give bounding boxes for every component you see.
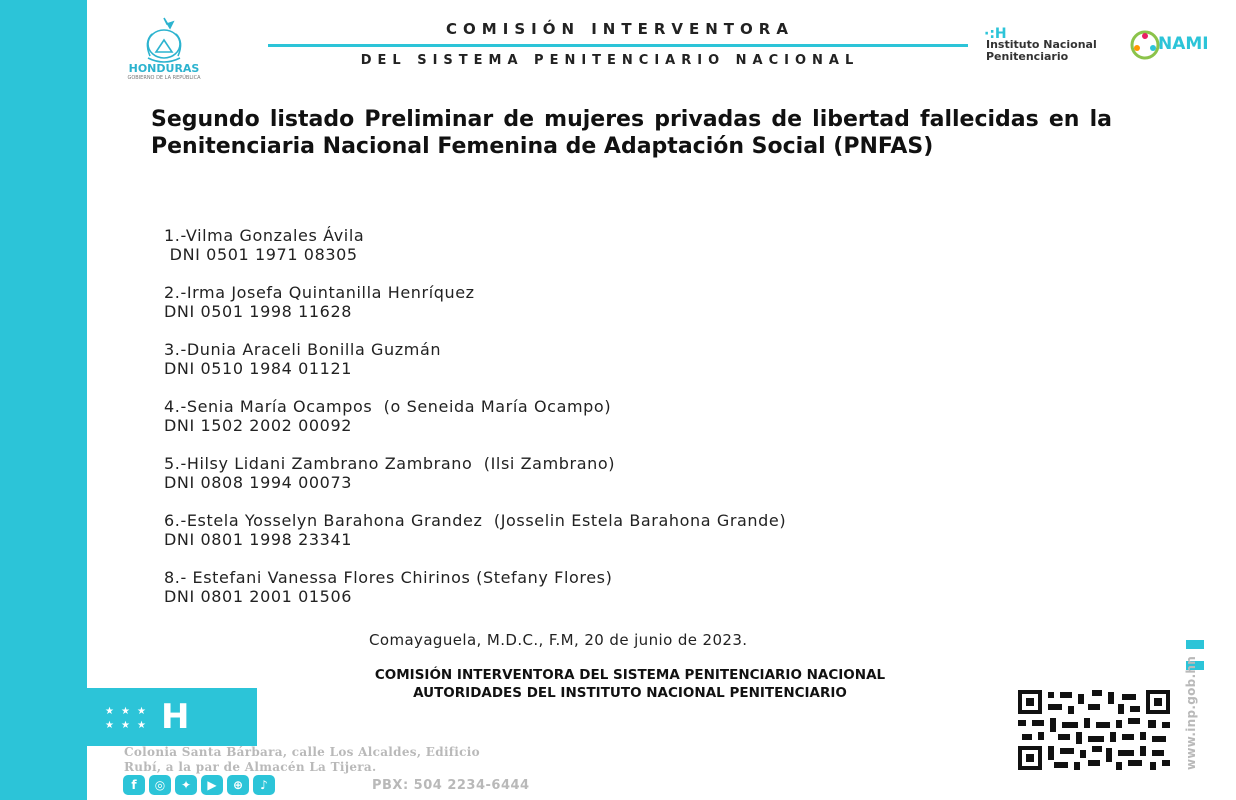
nami-emblem-icon xyxy=(1128,28,1162,62)
facebook-icon[interactable]: f xyxy=(123,775,145,795)
tiktok-icon[interactable]: ♪ xyxy=(253,775,275,795)
stars-icon xyxy=(103,704,153,732)
header-divider xyxy=(268,44,968,47)
entry-dni: DNI 0510 1984 01121 xyxy=(164,359,353,378)
list-item xyxy=(164,511,1064,568)
svg-text:★: ★ xyxy=(105,706,114,717)
signature-line-1: COMISIÓN INTERVENTORA DEL SISTEMA PENITENCIARIO NACIONAL xyxy=(374,667,886,683)
entry-name: 6.-Estela Yosselyn Barahona Grandez (Josselin Estela Barahona Grande) xyxy=(164,511,787,530)
list-item xyxy=(164,397,1064,454)
entry-dni: DNI 0801 2001 01506 xyxy=(164,587,353,606)
square-1 xyxy=(1186,640,1204,649)
inp-h-icon: ·:H xyxy=(984,26,1007,42)
header-line-1: COMISIÓN INTERVENTORA xyxy=(446,20,794,38)
signature-line-2: AUTORIDADES DEL INSTITUTO NACIONAL PENITENCIARIO xyxy=(413,685,847,701)
brand-h-mark: H xyxy=(161,697,190,737)
document-title: Segundo listado Preliminar de mujeres privadas de libertad fallecidas en la Penitenciaria Nacional Femenina de Adaptación Social (PNFAS) xyxy=(151,107,1112,159)
qr-code-icon[interactable] xyxy=(1018,690,1170,770)
nami-logo xyxy=(1128,26,1230,66)
entry-dni: DNI 0801 1998 23341 xyxy=(164,530,353,549)
entry-dni: DNI 0501 1998 11628 xyxy=(164,302,353,321)
deceased-list xyxy=(164,226,1064,625)
list-item xyxy=(164,226,1064,283)
svg-text:★: ★ xyxy=(121,706,130,717)
place-and-date: Comayaguela, M.D.C., F.M, 20 de junio de 2023. xyxy=(369,631,748,649)
youtube-icon[interactable]: ▶ xyxy=(201,775,223,795)
inp-logo-text xyxy=(986,39,1097,63)
nami-logo-text: NAMI xyxy=(1158,34,1209,54)
web-icon[interactable]: ⊕ xyxy=(227,775,249,795)
entry-name: 2.-Irma Josefa Quintanilla Henríquez xyxy=(164,283,475,302)
website-url[interactable]: www.inp.gob.hn xyxy=(1184,655,1198,770)
twitter-icon[interactable]: ✦ xyxy=(175,775,197,795)
address-line-2: Rubí, a la par de Almacén La Tijera. xyxy=(124,760,377,774)
footer-address xyxy=(124,745,480,775)
header-line-2: DEL SISTEMA PENITENCIARIO NACIONAL xyxy=(360,53,860,68)
left-accent-bar xyxy=(0,0,87,800)
entry-name: 3.-Dunia Araceli Bonilla Guzmán xyxy=(164,340,442,359)
svg-text:★: ★ xyxy=(137,706,146,717)
pbx-phone: PBX: 504 2234-6444 xyxy=(372,778,530,793)
honduras-logo-sublabel: GOBIERNO DE LA REPÚBLICA xyxy=(127,75,201,81)
instagram-icon[interactable]: ◎ xyxy=(149,775,171,795)
inp-logo xyxy=(984,26,1124,66)
list-item xyxy=(164,340,1064,397)
entry-name: 8.- Estefani Vanessa Flores Chirinos (Stefany Flores) xyxy=(164,568,613,587)
entry-name: 1.-Vilma Gonzales Ávila xyxy=(164,226,365,245)
social-icons xyxy=(123,775,333,797)
honduras-logo-label: HONDURAS xyxy=(128,62,200,75)
list-item xyxy=(164,454,1064,511)
list-item xyxy=(164,568,1064,625)
entry-dni: DNI 0501 1971 08305 xyxy=(164,245,358,264)
entry-dni: DNI 0808 1994 00073 xyxy=(164,473,353,492)
inp-logo-line2: Penitenciario xyxy=(986,50,1069,63)
entry-name: 4.-Senia María Ocampos (o Seneida María Ocampo) xyxy=(164,397,612,416)
entry-name: 5.-Hilsy Lidani Zambrano Zambrano (Ilsi Zambrano) xyxy=(164,454,616,473)
footer-brand-box xyxy=(87,688,257,746)
address-line-1: Colonia Santa Bárbara, calle Los Alcaldes, Edificio xyxy=(124,745,480,759)
svg-text:★: ★ xyxy=(121,720,130,731)
svg-text:★: ★ xyxy=(105,720,114,731)
entry-dni: DNI 1502 2002 00092 xyxy=(164,416,353,435)
list-item xyxy=(164,283,1064,340)
svg-text:★: ★ xyxy=(137,720,146,731)
inp-logo-line1: Instituto Nacional xyxy=(986,38,1097,51)
